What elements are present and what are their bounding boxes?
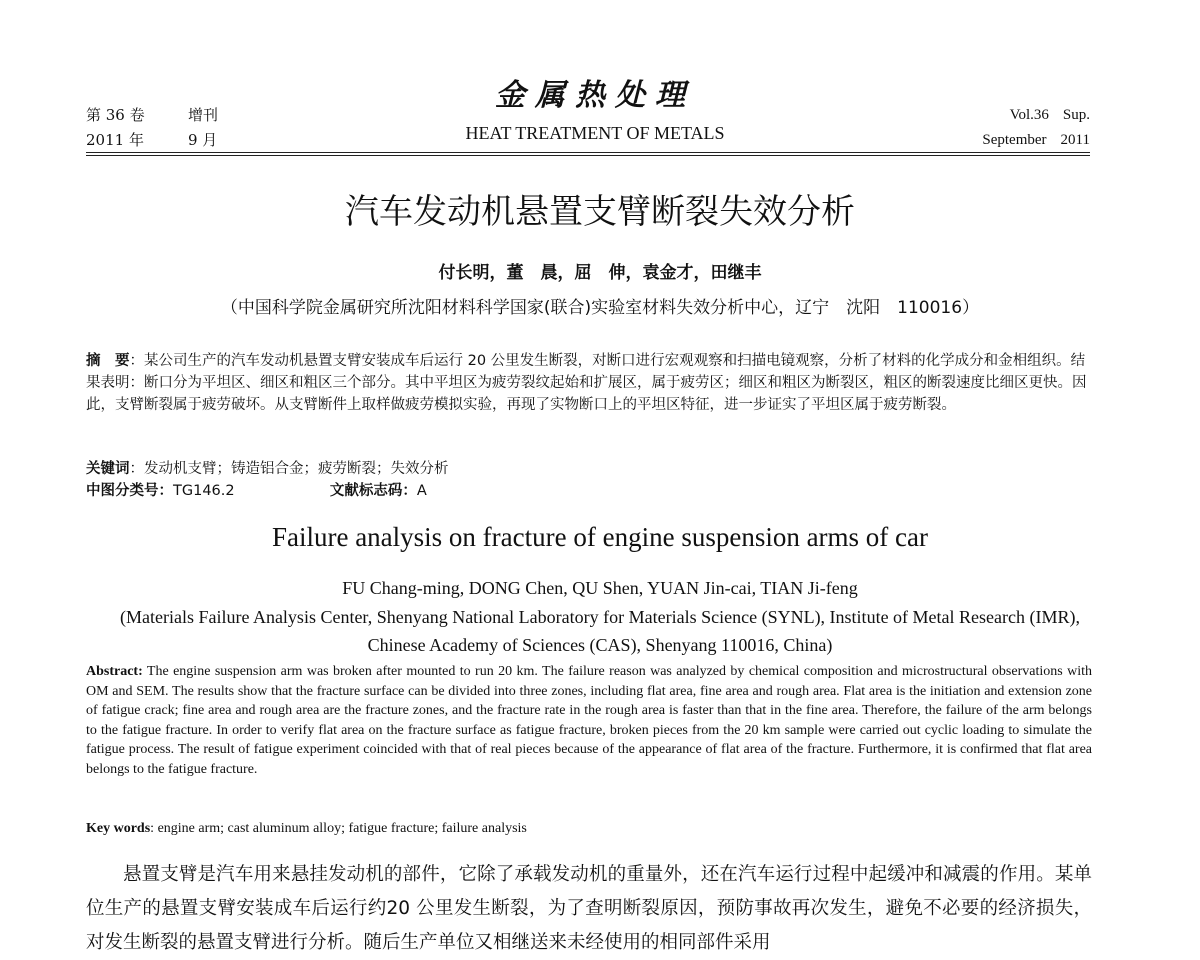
year-cn: 2011 年	[86, 131, 144, 149]
keywords-en-label: Key words	[86, 821, 151, 836]
classification-line: 中图分类号：TG146.2 文献标志码：A	[86, 483, 427, 499]
keywords-en: Key words: engine arm; cast aluminum alloy; fatigue fracture; failure analysis	[86, 821, 527, 836]
journal-title-cn: 金属热处理	[495, 78, 695, 113]
month-cn: 9 月	[188, 131, 218, 149]
authors-cn: 付长明，董 晨，屈 伸，袁金才，田继丰	[438, 263, 762, 283]
abstract-cn: 摘 要：某公司生产的汽车发动机悬置支臂安装成车后运行 20 公里发生断裂，对断口进行宏观观察和扫描电镜观察，分析了材料的化学成分和金相组织。结果表明：断口分为平坦区、细区和粗区三个部分。其中平坦区为疲劳裂纹起始和扩展区，属于疲劳区；细区和粗区为断裂区，粗区的断裂速度比细区更快。因此，支臂断裂属于疲劳破坏。从支臂断件上取样做疲劳模拟实验，再现了实物断口上的平坦区特征，进一步证实了平坦区属于疲劳断裂。	[86, 353, 1087, 413]
year-en: 2011	[1060, 132, 1090, 148]
article-title-en: Failure analysis on fracture of engine suspension arms of car	[271, 522, 929, 552]
clc-value: TG146.2	[173, 483, 235, 499]
affiliation-en: (Materials Failure Analysis Center, Shenyang National Laboratory for Materials Science (SYNL), Institute of Metal Research (IMR), Chinese Academy of Sciences (CAS), Shenyang 110016, China)	[119, 607, 1080, 655]
header-left	[86, 103, 218, 153]
header-right	[982, 103, 1090, 153]
journal-masthead	[420, 76, 770, 146]
keywords-cn: 关键词：发动机支臂；铸造铝合金；疲劳断裂；失效分析	[86, 461, 449, 477]
abstract-en-label: Abstract:	[86, 664, 143, 679]
header-rule-bottom	[86, 155, 1090, 156]
article-title-cn: 汽车发动机悬置支臂断裂失效分析	[345, 192, 855, 232]
abstract-cn-text: 某公司生产的汽车发动机悬置支臂安装成车后运行 20 公里发生断裂，对断口进行宏观观察和扫描电镜观察，分析了材料的化学成分和金相组织。结果表明：断口分为平坦区、细区和粗区三个部分。其中平坦区为疲劳裂纹起始和扩展区，属于疲劳区；细区和粗区为断裂区，粗区的断裂速度比细区更快。因此，支臂断裂属于疲劳破坏。从支臂断件上取样做疲劳模拟实验，再现了实物断口上的平坦区特征，进一步证实了平坦区属于疲劳断裂。	[86, 353, 1087, 413]
journal-title-en: HEAT TREATMENT OF METALS	[465, 123, 725, 143]
supplement-en: Sup.	[1062, 107, 1090, 123]
keywords-en-text: engine arm; cast aluminum alloy; fatigue fracture; failure analysis	[157, 821, 527, 836]
affiliation-cn: （中国科学院金属研究所沈阳材料科学国家(联合)实验室材料失效分析中心，辽宁 沈阳 110016）	[220, 298, 980, 318]
clc-label: 中图分类号	[86, 483, 159, 499]
abstract-cn-label: 摘 要	[86, 353, 130, 369]
doc-code-value: A	[416, 483, 427, 499]
body-paragraph: 悬置支臂是汽车用来悬挂发动机的部件，它除了承载发动机的重量外，还在汽车运行过程中起缓冲和减震的作用。某单位生产的悬置支臂安装成车后运行约20 公里发生断裂，为了查明断裂原因，预防事故再次发生，避免不必要的经济损失，对发生断裂的悬置支臂进行分析。随后生产单位又相继送来未经使用的相同部件采用	[86, 864, 1092, 953]
authors-en: FU Chang-ming, DONG Chen, QU Shen, YUAN Jin-cai, TIAN Ji-feng	[342, 578, 858, 598]
issue-cn: 增刊	[188, 106, 219, 124]
keywords-cn-text: 发动机支臂；铸造铝合金；疲劳断裂；失效分析	[144, 461, 449, 477]
abstract-en	[86, 662, 1092, 779]
month-en: September	[982, 132, 1047, 148]
keywords-cn-label: 关键词	[86, 461, 130, 477]
doc-code-label: 文献标志码	[329, 483, 403, 499]
volume-cn: 第 36 卷	[86, 106, 145, 124]
header-rule-top	[86, 152, 1090, 153]
volume-en: Vol.36	[1009, 107, 1049, 123]
abstract-en-text: The engine suspension arm was broken after mounted to run 20 km. The failure reason was analyzed by chemical composition and microstructural observations with OM and SEM. The results show that the fracture surface can be divided into three zones, including flat area, fine area and rough area. Flat area is the initiation and extension zone of fatigue crack; fine area and rough area are the fracture zones, and the fracture rate in the rough area is faster than that in the fine area. Therefore, the failure of the arm belongs to the fatigue fracture. In order to verify flat area on the fracture surface as fatigue fracture, broken pieces from the 20 km sample were carried out cyclic loading to simulate the fatigue process. The result of fatigue experiment coincided with that of real pieces because of the appearance of flat area of the fracture. Furthermore, it is confirmed that flat area belongs to the fatigue fracture.	[86, 664, 1092, 777]
